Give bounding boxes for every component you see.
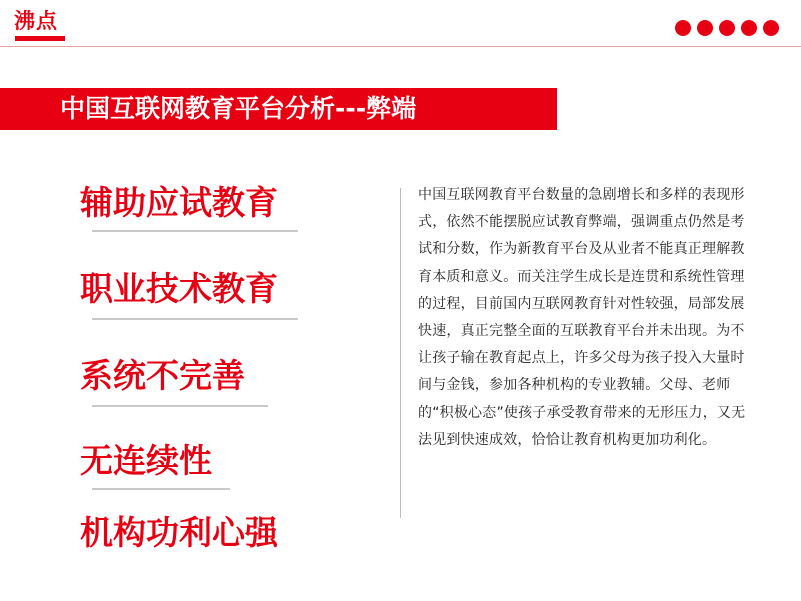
page-title: 中国互联网教育平台分析---弊端 (60, 94, 417, 123)
point-heading-1: 辅助应试教育 (80, 183, 278, 222)
brand-logo (14, 8, 66, 46)
point-heading-5: 机构功利心强 (80, 513, 278, 552)
dot-icon (719, 20, 735, 36)
heading-underline (92, 405, 268, 407)
dot-icon (697, 20, 713, 36)
heading-underline (92, 488, 230, 490)
header-divider (0, 46, 801, 47)
logo-text: 沸点 (14, 8, 58, 33)
dot-icon (741, 20, 757, 36)
point-heading-3: 系统不完善 (80, 356, 245, 395)
dot-icon (675, 20, 691, 36)
logo-subbar (15, 36, 65, 41)
column-divider (400, 188, 401, 518)
dot-icon (763, 20, 779, 36)
point-heading-4: 无连续性 (80, 441, 212, 480)
point-heading-2: 职业技术教育 (80, 269, 278, 308)
heading-underline (92, 230, 298, 232)
heading-underline (92, 318, 298, 320)
analysis-paragraph: 中国互联网教育平台数量的急剧增长和多样的表现形式，依然不能摆脱应试教育弊端，强调重点仍然是考试和分数，作为新教育平台及从业者不能真正理解教育本质和意义。而关注学生成长是连贯和系统性管理的过程，目前国内互联网教育针对性较强，局部发展快速，真正完整全面的互联教育平台并未出现。为不让孩子输在教育起点上，许多父母为孩子投入大量时间与金钱，参加各种机构的专业教辅。父母、老师的“积极心态”使孩子承受教育带来的无形压力，又无法见到快速成效，恰恰让教育机构更加功利化。 (418, 187, 746, 448)
decorative-dots (675, 20, 779, 36)
